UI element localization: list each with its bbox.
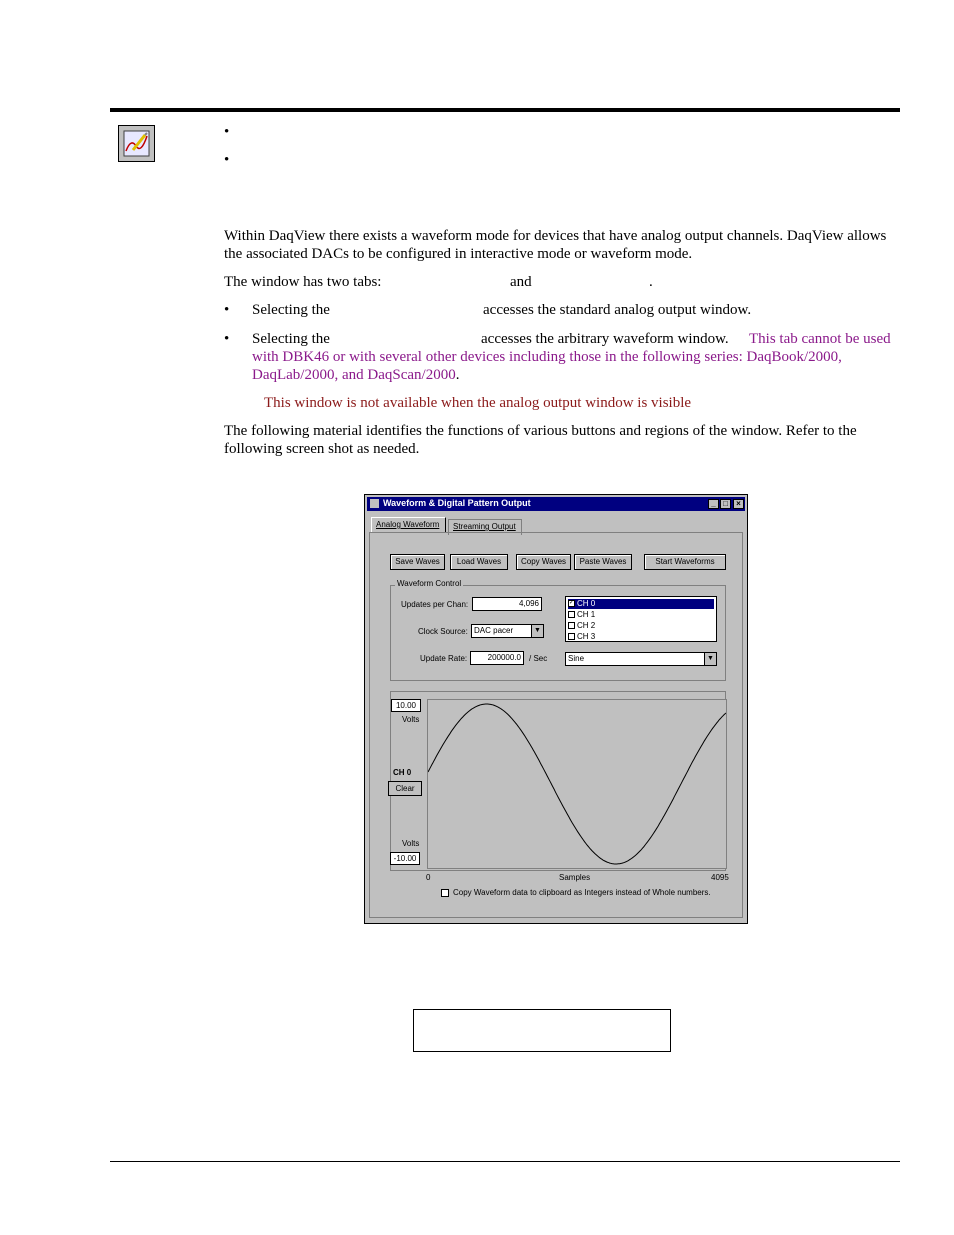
channel-item-3[interactable] <box>568 632 714 642</box>
item2-purple <box>252 330 898 384</box>
x-end-label: 4095 <box>711 873 729 882</box>
item2-start: Selecting the <box>252 331 330 347</box>
chevron-down-icon[interactable]: ▼ <box>531 625 543 637</box>
channel-item-0[interactable] <box>568 599 714 609</box>
volts-label-top: Volts <box>402 715 420 724</box>
channel-label-3: CH 3 <box>577 632 596 641</box>
wave-type-value: Sine <box>568 654 585 663</box>
restriction-end: . <box>455 367 460 383</box>
volts-label-bottom: Volts <box>402 839 420 848</box>
maximize-button[interactable]: □ <box>720 499 731 509</box>
channel-item-1[interactable] <box>568 610 714 620</box>
rate-unit: / Sec <box>529 654 548 663</box>
waveform-plot[interactable] <box>427 699 727 869</box>
channel-label-2: CH 2 <box>577 621 596 630</box>
tab-analog-waveform[interactable]: Analog Waveform <box>371 517 446 533</box>
channel-label-0: CH 0 <box>577 599 596 608</box>
tabs-sentence-end: . <box>649 274 653 290</box>
start-waveforms-button[interactable]: Start Waveforms <box>644 554 726 570</box>
copy-waves-button[interactable]: Copy Waves <box>516 554 571 570</box>
wave-type-select[interactable] <box>565 652 717 666</box>
bullet-1: • <box>224 124 230 140</box>
list-bullet-2: • <box>224 331 230 347</box>
restriction-note: This tab cannot be used with DBK46 or with several other devices including those in the following series: DaqBook/2000, DaqLab/2000, and DaqScan/2000 <box>252 331 891 383</box>
clear-button[interactable]: Clear <box>388 781 422 796</box>
figure-caption-box <box>413 1009 671 1052</box>
clipboard-checkbox[interactable] <box>441 889 449 897</box>
minimize-button[interactable]: _ <box>708 499 719 509</box>
clock-source-value: DAC pacer <box>474 626 514 635</box>
clock-source-select[interactable] <box>471 624 544 638</box>
updates-label: Updates per Chan: <box>401 600 469 609</box>
top-rule <box>110 108 900 112</box>
waveform-icon <box>118 125 155 162</box>
intro-paragraph: Within DaqView there exists a waveform mode for devices that have analog output channels. DaqView allows the associated DACs to be configured in interactive mode or waveform mode. <box>224 228 887 262</box>
chevron-down-icon[interactable]: ▼ <box>704 653 716 665</box>
channel-list <box>565 596 717 642</box>
list-bullet-1: • <box>224 302 230 318</box>
app-icon <box>370 499 379 508</box>
load-waves-button[interactable]: Load Waves <box>450 554 508 570</box>
waveform-control-label: Waveform Control <box>397 579 462 588</box>
series-line <box>428 704 726 864</box>
ymin-field[interactable]: -10.00 <box>390 852 420 865</box>
bottom-rule <box>110 1161 900 1162</box>
x-axis-label: Samples <box>559 873 591 882</box>
waveform-chart <box>428 700 726 868</box>
title-bar <box>367 497 745 511</box>
material-paragraph: The following material identifies the functions of various buttons and regions of the window. Refer to the following screen shot as needed. <box>224 423 857 457</box>
checkbox-icon[interactable] <box>568 622 575 629</box>
checkbox-icon[interactable]: ✓ <box>569 600 575 607</box>
window-note: This window is not available when the analog output window is visible <box>264 395 692 411</box>
ymax-field[interactable]: 10.00 <box>391 699 421 712</box>
item1-start: Selecting the <box>252 302 330 318</box>
bullet-2: • <box>224 152 230 168</box>
paste-waves-button[interactable]: Paste Waves <box>574 554 632 570</box>
checkbox-icon[interactable] <box>568 633 575 640</box>
tab-streaming-output[interactable]: Streaming Output <box>448 519 522 535</box>
clock-source-label: Clock Source: <box>418 627 468 636</box>
tabs-sentence-and: and <box>510 274 532 290</box>
item2-middle: accesses the arbitrary waveform window. <box>481 331 729 347</box>
waveform-window <box>364 494 748 924</box>
update-rate-label: Update Rate: <box>420 654 468 663</box>
channel-label-1: CH 1 <box>577 610 596 619</box>
window-title: Waveform & Digital Pattern Output <box>383 498 531 508</box>
close-button[interactable]: × <box>733 499 744 509</box>
channel-indicator: CH 0 <box>393 768 412 777</box>
updates-input[interactable]: 4,096 <box>472 597 542 611</box>
save-waves-button[interactable]: Save Waves <box>390 554 445 570</box>
update-rate-input[interactable]: 200000.0 <box>470 651 524 665</box>
clipboard-option-label: Copy Waveform data to clipboard as Integers instead of Whole numbers. <box>453 888 711 897</box>
item1-end: accesses the standard analog output window. <box>483 302 752 318</box>
tabs-sentence-start: The window has two tabs: <box>224 274 382 290</box>
channel-item-2[interactable] <box>568 621 714 631</box>
checkbox-icon[interactable] <box>568 611 575 618</box>
x-start-label: 0 <box>426 873 431 882</box>
